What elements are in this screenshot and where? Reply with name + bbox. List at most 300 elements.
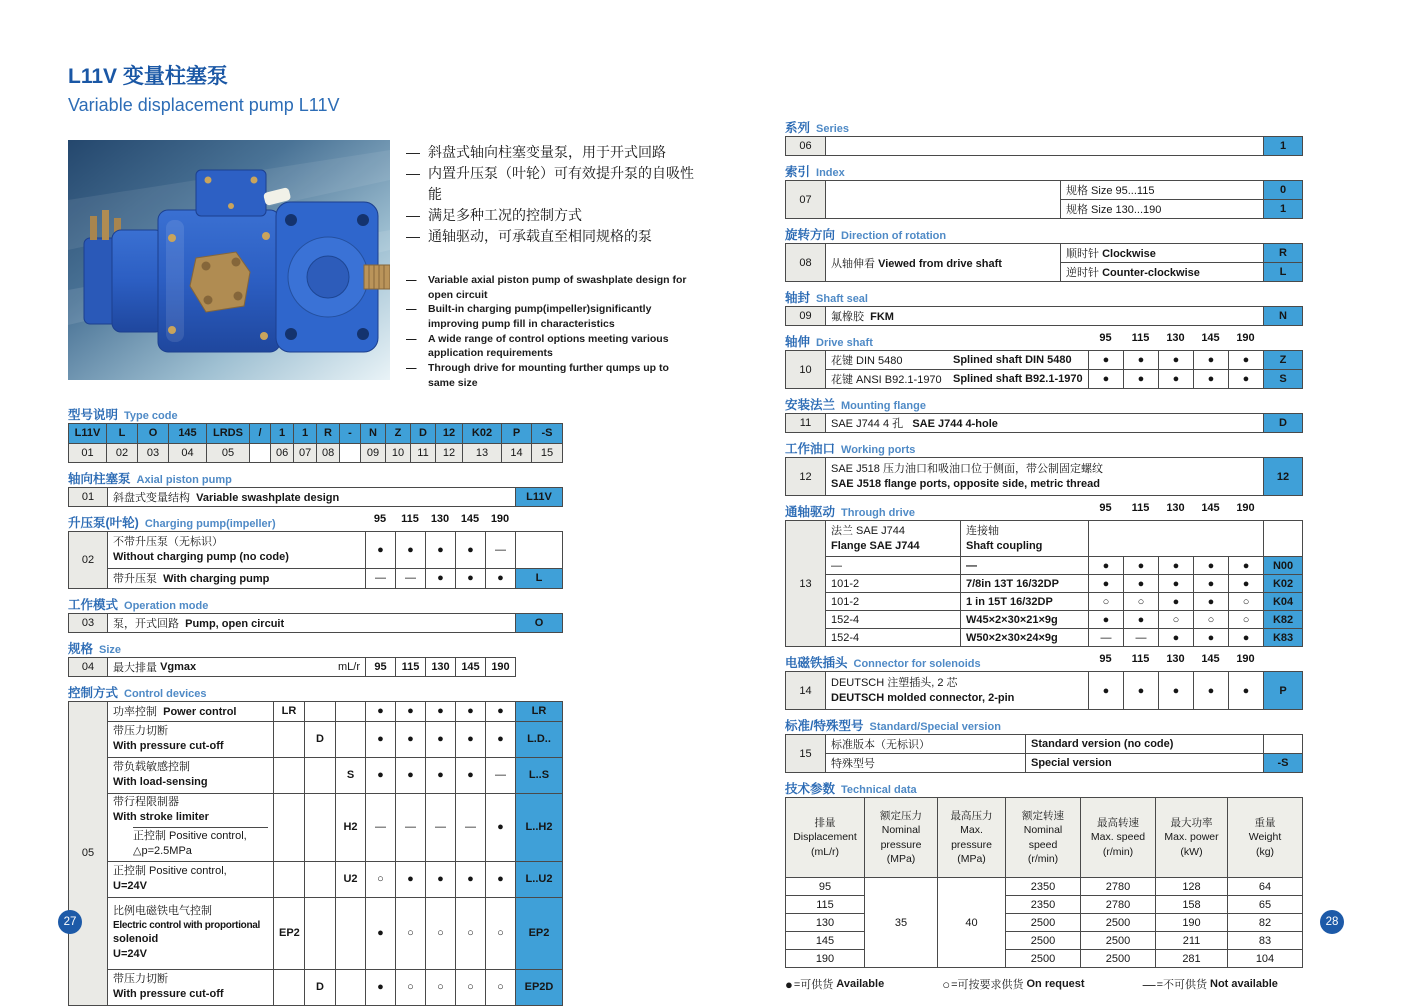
table-row xyxy=(786,672,1303,710)
section-axial-piston-pump xyxy=(68,469,708,507)
code-badge: K04 xyxy=(1264,593,1303,611)
availability-mark: ● xyxy=(1159,593,1194,611)
type-code-cell: / xyxy=(250,423,271,443)
availability-mark: ● xyxy=(366,531,396,568)
type-code-number: 11 xyxy=(411,443,436,462)
availability-mark: ● xyxy=(1089,672,1124,710)
left-page xyxy=(68,60,708,1006)
type-code-numbers-row xyxy=(69,443,563,462)
availability-mark: — xyxy=(486,757,516,793)
row-number: 08 xyxy=(786,244,826,282)
section-mounting-flange xyxy=(785,395,1302,433)
section-header: 标准/特殊型号 Standard/Special version xyxy=(785,719,1001,733)
description-cell: 氟橡胶 FKM xyxy=(826,307,1264,326)
dash-icon: — xyxy=(1142,976,1156,992)
row-number: 14 xyxy=(786,672,826,710)
description-cell: 功率控制 Power control xyxy=(108,701,274,721)
row-number: 04 xyxy=(69,657,108,676)
table-row: — — ● ● ● ● ● N00 xyxy=(786,557,1303,575)
type-code-number: 05 xyxy=(207,443,250,462)
availability-mark: — xyxy=(396,568,426,588)
column-header: 最大功率 Max. power (kW) xyxy=(1156,798,1228,878)
availability-mark: ● xyxy=(1229,370,1264,389)
section-index xyxy=(785,162,1302,219)
section-header: 轴封 Shaft seal xyxy=(785,291,868,305)
availability-mark: ● xyxy=(456,861,486,897)
type-code-cell: 1 xyxy=(271,423,294,443)
operation-table xyxy=(68,613,563,633)
availability-mark: ● xyxy=(426,531,456,568)
section-through-drive xyxy=(785,502,1302,647)
special-table xyxy=(785,734,1303,773)
size-value: 95 xyxy=(366,657,396,676)
availability-mark: ● xyxy=(366,701,396,721)
sub-code: LR xyxy=(274,701,305,721)
size-value: 115 xyxy=(396,657,426,676)
type-code-cell: - xyxy=(340,423,361,443)
technical-data-table xyxy=(785,797,1303,968)
section-operation-mode xyxy=(68,595,708,633)
rotation-table xyxy=(785,243,1303,282)
table-row: 130 2500 2500 190 82 xyxy=(786,914,1303,932)
availability-mark: ● xyxy=(1124,672,1159,710)
section-header: 电磁铁插头 Connector for solenoids 95 115 130 145 190 xyxy=(785,653,1302,669)
page-title: L11V 变量柱塞泵 xyxy=(68,65,228,88)
type-code-cell: Z xyxy=(386,423,411,443)
charging-table xyxy=(68,531,563,589)
section-header: 工作油口 Working ports xyxy=(785,442,916,456)
list-item: — Built-in charging pump(impeller)significantly improving pump fill in characteristics xyxy=(406,303,652,331)
availability-legend xyxy=(785,976,1302,992)
availability-mark: ● xyxy=(366,757,396,793)
table-row: 带压力切断 With pressure cut-off D ● ○ ○ ○ ○ EP2D xyxy=(69,969,563,1005)
availability-mark: ● xyxy=(426,757,456,793)
size-value: 190 xyxy=(486,657,516,676)
description-cell: 泵，开式回路 Pump, open circuit xyxy=(108,613,516,632)
availability-mark: ● xyxy=(1159,629,1194,647)
displacement-value: 95 xyxy=(786,878,865,896)
index-table xyxy=(785,180,1303,219)
availability-mark: ○ xyxy=(426,897,456,969)
availability-mark: ○ xyxy=(1229,593,1264,611)
through-drive-table xyxy=(785,520,1303,647)
availability-mark: ● xyxy=(1124,351,1159,370)
type-code-gap xyxy=(250,443,271,462)
row-number: 02 xyxy=(69,531,108,588)
section-header: 技术参数 Technical data xyxy=(785,782,917,796)
availability-mark: ○ xyxy=(396,897,426,969)
column-header: 额定转速 Nominal speed (r/min) xyxy=(1006,798,1081,878)
section-charging-pump xyxy=(68,513,708,589)
description-cell: 从轴伸看 Viewed from drive shaft xyxy=(826,244,1061,282)
availability-mark: ● xyxy=(1159,672,1194,710)
type-code-number: 10 xyxy=(386,443,411,462)
availability-mark: ○ xyxy=(396,969,426,1005)
availability-mark: ● xyxy=(486,701,516,721)
description-cell xyxy=(826,137,1264,156)
table-row xyxy=(69,613,563,632)
availability-mark: ○ xyxy=(426,969,456,1005)
feature-lists xyxy=(406,140,698,391)
type-code-number: 15 xyxy=(532,443,563,462)
code-badge: L..H2 xyxy=(516,793,563,861)
section-header: 轴伸 Drive shaft 95 115 130 145 190 xyxy=(785,332,1302,348)
dash-bullet-icon: — xyxy=(406,303,417,316)
table-row: 152-4 W50×2×30×24×9g — — ● ● ● K83 xyxy=(786,629,1303,647)
row-number: 01 xyxy=(69,487,108,506)
section-special-version xyxy=(785,716,1302,773)
availability-mark: ○ xyxy=(1229,611,1264,629)
list-item: — Variable axial piston pump of swashplate design for open circuit xyxy=(406,274,687,301)
table-row: 带行程限制器 With stroke limiter 正控制 Positive control, △p=2.5MPa H2 — — — — ● L..H2 xyxy=(69,793,563,861)
series-table xyxy=(785,136,1303,156)
availability-mark: ● xyxy=(1089,370,1124,389)
type-code-cell: 12 xyxy=(436,423,463,443)
availability-mark: — xyxy=(1124,629,1159,647)
type-code-number: 09 xyxy=(361,443,386,462)
row-number: 11 xyxy=(786,414,826,433)
section-connector xyxy=(785,653,1302,710)
nominal-pressure-value: 35 xyxy=(865,878,938,968)
section-rotation xyxy=(785,225,1302,282)
availability-mark: — xyxy=(426,793,456,861)
feature-list-en xyxy=(406,273,698,391)
list-item: — A wide range of control options meeting various application requirements xyxy=(406,332,669,360)
availability-mark: — xyxy=(366,568,396,588)
description-cell: 斜盘式变量结构 Variable swashplate design xyxy=(108,487,516,506)
type-code-cell: L xyxy=(107,423,138,443)
description-cell: SAE J518 压力油口和吸油口位于侧面，带公制固定螺纹 SAE J518 flange ports, opposite side, metric thread xyxy=(826,458,1264,496)
code-badge: EP2 xyxy=(516,897,563,969)
table-row: 特殊型号 Special version -S xyxy=(786,754,1303,773)
code-badge: L..U2 xyxy=(516,861,563,897)
row-number: 03 xyxy=(69,613,108,632)
availability-mark: ● xyxy=(396,701,426,721)
size-columns-header: 95 115 130 145 190 xyxy=(1099,332,1255,344)
intro-section xyxy=(68,140,708,391)
pump-left-cylinder xyxy=(112,230,164,332)
dash-bullet-icon: — xyxy=(406,228,420,244)
size-columns-header: 95 115 130 145 190 xyxy=(373,512,510,525)
availability-mark: — xyxy=(486,531,516,568)
description-cell: 不带升压泵（无标识） Without charging pump (no code) xyxy=(108,531,366,568)
code-badge: 1 xyxy=(1264,200,1303,219)
max-pressure-value: 40 xyxy=(938,878,1006,968)
page-subtitle: Variable displacement pump L11V xyxy=(68,95,340,115)
table-row xyxy=(69,487,563,506)
availability-mark: ● xyxy=(1229,575,1264,593)
feature-list-cn xyxy=(406,142,698,247)
table-row: 15 标准版本（无标识） Standard version (no code) xyxy=(786,735,1303,754)
table-row xyxy=(786,351,1303,370)
code-badge: O xyxy=(516,613,563,632)
list-item: — Through drive for mounting further qumps up to same size xyxy=(406,362,669,389)
table-row: 101-2 7/8in 13T 16/32DP ● ● ● ● ● K02 xyxy=(786,575,1303,593)
availability-mark: ● xyxy=(1194,593,1229,611)
column-header: 法兰 SAE J744 Flange SAE J744 xyxy=(826,521,961,557)
type-code-cell: O xyxy=(138,423,169,443)
availability-mark: ● xyxy=(396,861,426,897)
description-cell: 最大排量 Vgmax mL/r xyxy=(108,657,366,676)
table-row: 95 35 40 2350 2780 128 64 xyxy=(786,878,1303,896)
control-table xyxy=(68,701,563,1006)
column-header: 排量 Displacement (mL/r) xyxy=(786,798,865,878)
dash-bullet-icon: — xyxy=(406,144,420,160)
table-row xyxy=(786,307,1303,326)
type-code-gap xyxy=(340,443,361,462)
table-row xyxy=(69,531,563,568)
table-row xyxy=(786,137,1303,156)
availability-mark: ● xyxy=(486,861,516,897)
availability-mark: ● xyxy=(1194,575,1229,593)
row-number: 13 xyxy=(786,521,826,647)
type-code-number: 12 xyxy=(436,443,463,462)
section-header: 升压泵(叶轮) Charging pump(impeller) 95 115 130 145 190 xyxy=(68,513,708,529)
section-header: 控制方式 Control devices xyxy=(68,685,207,700)
list-item: — 满足多种工况的控制方式 xyxy=(406,205,698,226)
option-label: 顺时针 Clockwise xyxy=(1061,244,1264,263)
table-header-row xyxy=(786,798,1303,878)
type-code-cell: K02 xyxy=(463,423,502,443)
code-badge: L xyxy=(1264,263,1303,282)
availability-mark: ● xyxy=(456,568,486,588)
availability-mark: ● xyxy=(1229,629,1264,647)
list-item: — 斜盘式轴向柱塞变量泵，用于开式回路 xyxy=(406,142,698,163)
table-row xyxy=(69,657,516,676)
dash-bullet-icon: — xyxy=(406,362,417,375)
type-code-number: 14 xyxy=(502,443,532,462)
availability-mark: ● xyxy=(456,531,486,568)
code-badge: P xyxy=(1264,672,1303,710)
availability-mark: ● xyxy=(1124,557,1159,575)
section-header: 型号说明 Type code xyxy=(68,407,178,422)
type-code-cell: D xyxy=(411,423,436,443)
flange-table xyxy=(785,413,1303,433)
section-size xyxy=(68,639,708,677)
description-cell: 带压力切断 With pressure cut-off xyxy=(108,969,274,1005)
section-header: 规格 Size xyxy=(68,641,122,656)
availability-mark: ● xyxy=(426,701,456,721)
section-series xyxy=(785,118,1302,156)
code-badge: R xyxy=(1264,244,1303,263)
availability-mark: ● xyxy=(1194,672,1229,710)
right-page xyxy=(785,118,1302,992)
availability-mark: — xyxy=(366,793,396,861)
section-working-ports xyxy=(785,439,1302,496)
table-row xyxy=(69,568,563,588)
availability-mark: ○ xyxy=(1194,611,1229,629)
availability-mark: ● xyxy=(1229,557,1264,575)
column-header: 额定压力 Nominal pressure (MPa) xyxy=(865,798,938,878)
empty-cell xyxy=(516,531,563,568)
column-header: 最高转速 Max. speed (r/min) xyxy=(1081,798,1156,878)
availability-mark: ● xyxy=(1124,370,1159,389)
type-code-values-row xyxy=(69,423,563,443)
code-badge: N00 xyxy=(1264,557,1303,575)
description-cell: 正控制 Positive control, U=24V xyxy=(108,861,274,897)
empty-cell xyxy=(826,181,1061,219)
availability-mark: ○ xyxy=(1124,593,1159,611)
pump-photo xyxy=(68,140,390,380)
availability-mark: ○ xyxy=(1159,611,1194,629)
code-badge: N xyxy=(1264,307,1303,326)
option-label: 规格 Size 130...190 xyxy=(1061,200,1264,219)
list-item: — 内置升压泵（叶轮）可有效提升泵的自吸性能 xyxy=(406,163,698,205)
column-header: 重量 Weight (kg) xyxy=(1228,798,1303,878)
type-code-cell: 1 xyxy=(294,423,317,443)
description-cell: 带升压泵 With charging pump xyxy=(108,568,366,588)
availability-mark: ● xyxy=(1089,351,1124,370)
section-control-devices xyxy=(68,683,708,1006)
page-number-left: 27 xyxy=(58,910,82,934)
empty-badge xyxy=(1264,735,1303,754)
table-row: 101-2 1 in 15T 16/32DP ○ ○ ● ● ○ K04 xyxy=(786,593,1303,611)
row-number: 09 xyxy=(786,307,826,326)
availability-mark: — xyxy=(1089,629,1124,647)
type-code-number: 08 xyxy=(317,443,340,462)
code-badge: D xyxy=(1264,414,1303,433)
availability-mark: ● xyxy=(1124,611,1159,629)
availability-mark: ● xyxy=(1159,351,1194,370)
availability-mark: ● xyxy=(366,721,396,757)
code-badge: -S xyxy=(1264,754,1303,773)
dash-bullet-icon: — xyxy=(406,274,417,286)
availability-mark: ● xyxy=(426,721,456,757)
section-header: 系列 Series xyxy=(785,121,850,135)
size-value: 130 xyxy=(426,657,456,676)
availability-mark: ● xyxy=(486,793,516,861)
availability-mark: ○ xyxy=(486,969,516,1005)
description-cell: 带行程限制器 With stroke limiter 正控制 Positive control, △p=2.5MPa xyxy=(108,793,274,861)
section-header: 轴向柱塞泵 Axial piston pump xyxy=(68,471,232,486)
size-columns-header: 95 115 130 145 190 xyxy=(1099,653,1255,665)
availability-mark: ○ xyxy=(1089,593,1124,611)
pump-top-block xyxy=(196,170,266,216)
section-header: 工作模式 Operation mode xyxy=(68,597,209,612)
availability-mark: ● xyxy=(1229,672,1264,710)
filled-circle-icon: ● xyxy=(785,976,793,992)
availability-mark: ● xyxy=(396,757,426,793)
type-code-table xyxy=(68,423,563,463)
code-badge: 0 xyxy=(1264,181,1303,200)
empty-cell xyxy=(1089,521,1264,557)
sub-code xyxy=(336,701,366,721)
availability-mark: ● xyxy=(426,861,456,897)
code-badge: S xyxy=(1264,370,1303,389)
row-number: 10 xyxy=(786,351,826,389)
legend-item: ○ =可按要求供货 On request xyxy=(942,976,1085,992)
unit-label: mL/r xyxy=(338,660,360,673)
row-number: 15 xyxy=(786,735,826,773)
availability-mark: ● xyxy=(1229,351,1264,370)
availability-mark: ○ xyxy=(456,897,486,969)
type-code-number: 03 xyxy=(138,443,169,462)
description-cell: DEUTSCH 注塑插头, 2 芯 DEUTSCH molded connector, 2-pin xyxy=(826,672,1089,710)
sub-option: 正控制 Positive control, △p=2.5MPa xyxy=(133,827,268,859)
code-badge: K83 xyxy=(1264,629,1303,647)
axial-table xyxy=(68,487,563,507)
availability-mark: ● xyxy=(456,757,486,793)
code-badge: EP2D xyxy=(516,969,563,1005)
code-badge: L11V xyxy=(516,487,563,506)
table-row: 115 2350 2780 158 65 xyxy=(786,896,1303,914)
type-code-cell: LRDS xyxy=(207,423,250,443)
table-row: 带负载敏感控制 With load-sensing S ● ● ● ● — L..S xyxy=(69,757,563,793)
availability-mark: ○ xyxy=(486,897,516,969)
section-shaft-seal xyxy=(785,288,1302,326)
code-badge: L.D.. xyxy=(516,721,563,757)
availability-mark: ● xyxy=(1159,575,1194,593)
dash-bullet-icon: — xyxy=(406,165,420,181)
description-cell: 带压力切断 With pressure cut-off xyxy=(108,721,274,757)
connector-table xyxy=(785,671,1303,710)
availability-mark: ● xyxy=(1089,611,1124,629)
availability-mark: ● xyxy=(1089,575,1124,593)
availability-mark: ● xyxy=(456,721,486,757)
section-header: 索引 Index xyxy=(785,165,845,179)
description-cell: 花键 ANSI B92.1-1970 Splined shaft B92.1-1970 xyxy=(826,370,1089,389)
section-header: 通轴驱动 Through drive 95 115 130 145 190 xyxy=(785,502,1302,518)
row-number: 07 xyxy=(786,181,826,219)
dash-bullet-icon: — xyxy=(406,207,420,223)
code-badge: Z xyxy=(1264,351,1303,370)
code-badge: LR xyxy=(516,701,563,721)
code-badge: L..S xyxy=(516,757,563,793)
type-code-cell: N xyxy=(361,423,386,443)
table-row xyxy=(786,244,1303,263)
availability-mark: ● xyxy=(1194,370,1229,389)
availability-mark: ● xyxy=(1124,575,1159,593)
availability-mark: ● xyxy=(1159,557,1194,575)
drive-shaft-table xyxy=(785,350,1303,389)
row-number: 12 xyxy=(786,458,826,496)
availability-mark: — xyxy=(456,793,486,861)
mounting-flange xyxy=(276,202,378,352)
table-row xyxy=(786,181,1303,200)
type-code-number: 04 xyxy=(169,443,207,462)
dash-bullet-icon: — xyxy=(406,332,417,345)
page-number-right: 28 xyxy=(1320,910,1344,934)
availability-mark: ● xyxy=(1194,351,1229,370)
type-code-number: 13 xyxy=(463,443,502,462)
availability-mark: ● xyxy=(1159,370,1194,389)
description-cell: 花键 DIN 5480 Splined shaft DIN 5480 xyxy=(826,351,1089,370)
type-code-cell: L11V xyxy=(69,423,107,443)
table-row xyxy=(786,414,1303,433)
type-code-number: 01 xyxy=(69,443,107,462)
availability-mark: ● xyxy=(1194,557,1229,575)
type-code-number: 06 xyxy=(271,443,294,462)
size-table xyxy=(68,657,516,677)
code-badge: L xyxy=(516,568,563,588)
legend-item: — =不可供货 Not available xyxy=(1142,976,1278,992)
size-columns-header: 95 115 130 145 190 xyxy=(1099,502,1255,514)
availability-mark: ● xyxy=(366,897,396,969)
code-badge: K82 xyxy=(1264,611,1303,629)
availability-mark: — xyxy=(396,793,426,861)
availability-mark: ○ xyxy=(366,861,396,897)
type-code-number: 07 xyxy=(294,443,317,462)
table-row xyxy=(786,370,1303,389)
availability-mark: ○ xyxy=(456,969,486,1005)
sub-code xyxy=(305,701,336,721)
availability-mark: ● xyxy=(486,721,516,757)
code-badge: 1 xyxy=(1264,137,1303,156)
table-row: 145 2500 2500 211 83 xyxy=(786,932,1303,950)
availability-mark: ● xyxy=(1089,557,1124,575)
table-row: 比例电磁铁电气控制 Electric control with proportional solenoid U=24V EP2 ● ○ ○ ○ ○ EP2 xyxy=(69,897,563,969)
availability-mark: ● xyxy=(396,531,426,568)
